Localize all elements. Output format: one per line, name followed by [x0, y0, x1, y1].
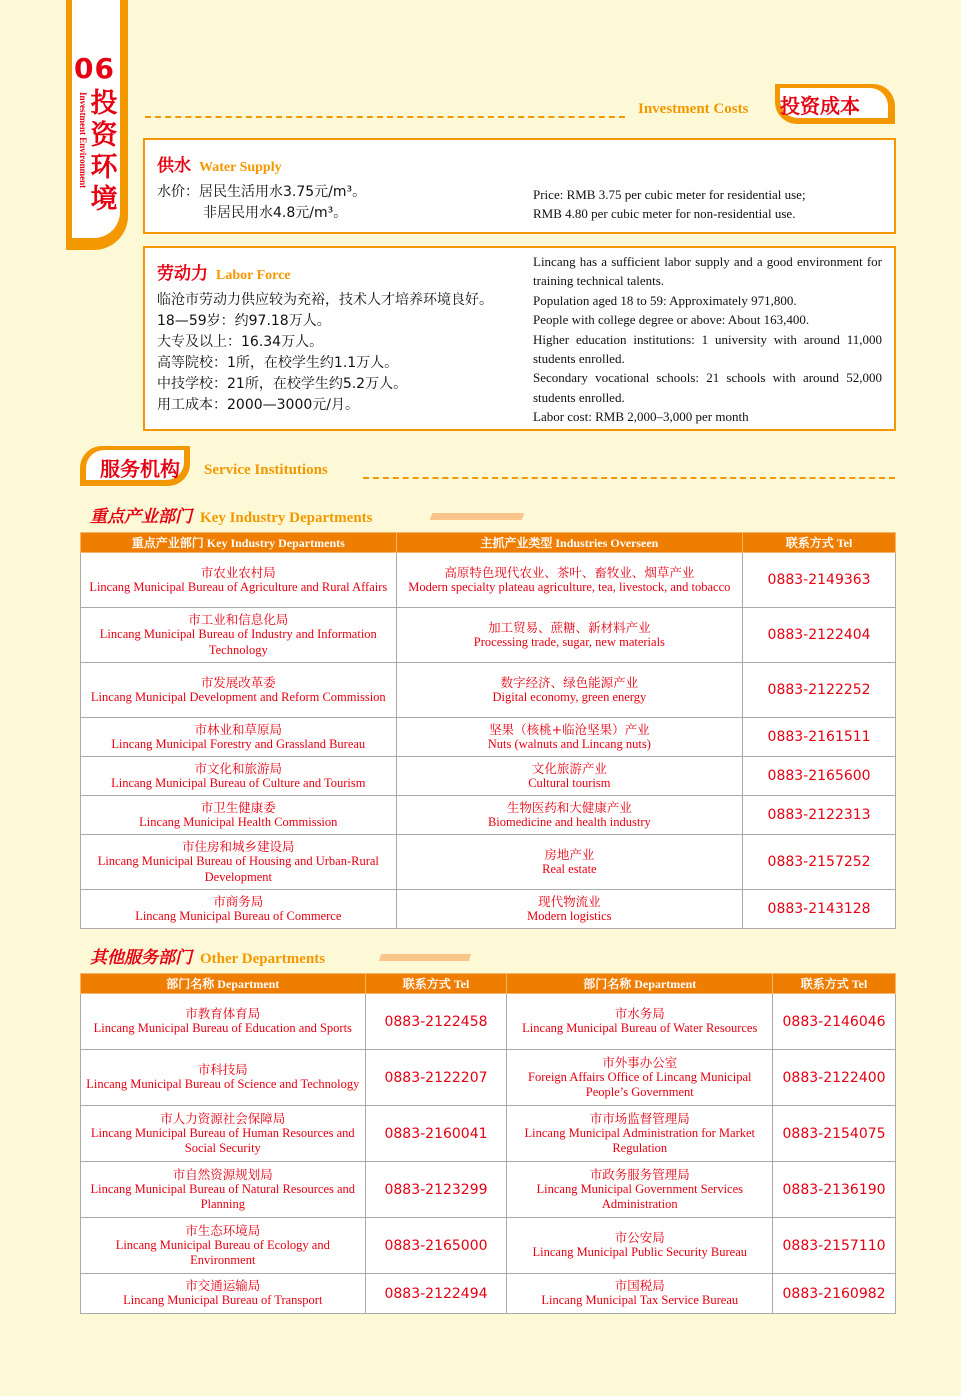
- dept-cell: [81, 796, 397, 835]
- dept-cell: [507, 1274, 773, 1314]
- dept-name-en: Lincang Municipal Government Services Administration: [536, 1181, 744, 1211]
- water-price-residential-en: Price: RMB 3.75 per cubic meter for residential use;: [533, 187, 806, 202]
- dept-name-en: Lincang Municipal Development and Reform Commission: [90, 689, 386, 704]
- dept-name-en: Lincang Municipal Tax Service Bureau: [541, 1293, 739, 1308]
- chapter-char: 资: [90, 120, 118, 151]
- dept-name-cn: 市自然资源规划局: [172, 1166, 273, 1182]
- industry-cell: [396, 608, 743, 663]
- key-depts-heading: [90, 502, 373, 527]
- water-supply-title: [157, 151, 282, 176]
- tel-cell: 0883-2165000: [365, 1218, 507, 1274]
- tel-cell: 0883-2136190: [773, 1162, 896, 1218]
- industry-en: Biomedicine and health industry: [487, 814, 651, 829]
- industry-cell: [396, 835, 743, 890]
- key-depts-col-dept: 重点产业部门 Key Industry Departments: [81, 533, 397, 553]
- labor-en-line: Lincang has a sufficient labor supply and a good environment for training technical talents.: [533, 254, 882, 289]
- industry-cn: 现代物流业: [538, 893, 601, 909]
- labor-cn-line: 高等院校：1所，在校学生约1.1万人。: [157, 355, 399, 371]
- tel-cell: 0883-2122494: [365, 1274, 507, 1314]
- chapter-char: 境: [90, 184, 118, 215]
- table-row: [81, 608, 896, 663]
- tel-cell: 0883-2165600: [743, 757, 896, 796]
- industry-en: Real estate: [542, 861, 597, 876]
- dept-cell: [81, 1162, 366, 1218]
- key-depts-header-row: [81, 533, 896, 553]
- tel-cell: 0883-2122252: [743, 663, 896, 718]
- dept-name-cn: 市交通运输局: [185, 1278, 261, 1294]
- dept-name-cn: 市科技局: [197, 1062, 248, 1078]
- industry-cn: 高原特色现代农业、茶叶、畜牧业、烟草产业: [444, 564, 695, 580]
- tel-cell: 0883-2122404: [743, 608, 896, 663]
- dept-name-en: Lincang Municipal Bureau of Commerce: [135, 908, 342, 923]
- dept-name-cn: 市水务局: [614, 1006, 665, 1022]
- table-row: [81, 796, 896, 835]
- industry-cell: [396, 757, 743, 796]
- labor-cn-line: 临沧市劳动力供应较为充裕，技术人才培养环境良好。: [157, 292, 493, 308]
- tel-cell: 0883-2157110: [773, 1218, 896, 1274]
- water-title-cn: 供水: [157, 156, 191, 176]
- dept-cell: [507, 1218, 773, 1274]
- dept-cell: [81, 994, 366, 1050]
- dept-name-cn: 市卫生健康委: [200, 799, 276, 815]
- water-price-nonresidential-en: RMB 4.80 per cubic meter for non-residential use.: [533, 206, 796, 221]
- dept-cell: [81, 1218, 366, 1274]
- table-row: [81, 1218, 896, 1274]
- dept-name-en: Lincang Municipal Bureau of Industry and Information Technology: [99, 627, 377, 657]
- other-col-dept-left: 部门名称 Department: [81, 974, 366, 994]
- industry-cell: [396, 553, 743, 608]
- industry-cell: [396, 718, 743, 757]
- tel-cell: 0883-2161511: [743, 718, 896, 757]
- labor-cn-line: 18—59岁：约97.18万人。: [157, 313, 331, 329]
- table-row: [81, 890, 896, 929]
- water-title-en: Water Supply: [199, 160, 282, 175]
- tel-cell: 0883-2143128: [743, 890, 896, 929]
- dept-name-cn: 市政务服务管理局: [589, 1166, 690, 1182]
- other-depts-table: [80, 973, 896, 1314]
- dept-name-en: Lincang Municipal Bureau of Transport: [123, 1293, 323, 1308]
- table-row: [81, 994, 896, 1050]
- tel-cell: 0883-2160041: [365, 1106, 507, 1162]
- industry-en: Nuts (walnuts and Lincang nuts): [487, 736, 651, 751]
- labor-en-line: People with college degree or above: About 163,400.: [533, 312, 810, 328]
- section-title-cn: 投资成本: [780, 94, 860, 118]
- service-title-cn: 服务机构: [100, 457, 180, 481]
- dept-name-en: Lincang Municipal Health Commission: [139, 814, 338, 829]
- industry-cn: 房地产业: [544, 846, 595, 862]
- dept-name-en: Lincang Municipal Public Security Bureau: [532, 1245, 748, 1260]
- industry-en: Cultural tourism: [528, 775, 611, 790]
- key-depts-table: [80, 532, 896, 929]
- industry-en: Digital economy, green energy: [492, 689, 647, 704]
- dept-cell: [507, 1050, 773, 1106]
- key-depts-heading-bar: [430, 513, 525, 520]
- other-depts-heading: [90, 943, 325, 968]
- dept-cell: [507, 1162, 773, 1218]
- other-depts-heading-cn: 其他服务部门: [90, 948, 192, 968]
- tel-cell: 0883-2160982: [773, 1274, 896, 1314]
- dept-name-en: Lincang Municipal Bureau of Education and Sports: [93, 1021, 352, 1036]
- dept-cell: [507, 1106, 773, 1162]
- labor-cn-list: [157, 290, 493, 416]
- dept-cell: [81, 890, 397, 929]
- tel-cell: 0883-2122458: [365, 994, 507, 1050]
- labor-title-cn: 劳动力: [157, 264, 208, 284]
- industry-cell: [396, 796, 743, 835]
- dept-cell: [81, 1274, 366, 1314]
- chapter-number: 06: [74, 52, 115, 85]
- other-depts-header-row: [81, 974, 896, 994]
- water-price-residential-cn: 水价：居民生活用水3.75元/m³。: [157, 184, 367, 200]
- dept-cell: [81, 1050, 366, 1106]
- dept-name-en: Lincang Municipal Forestry and Grassland Bureau: [111, 736, 366, 751]
- table-row: [81, 553, 896, 608]
- dept-name-cn: 市教育体育局: [185, 1006, 261, 1022]
- dept-cell: [81, 757, 397, 796]
- chapter-char: 投: [90, 88, 118, 119]
- dept-name-en: Lincang Municipal Bureau of Water Resources: [522, 1021, 758, 1036]
- industry-cn: 数字经济、绿色能源产业: [500, 674, 639, 690]
- tel-cell: 0883-2146046: [773, 994, 896, 1050]
- industry-cell: [396, 890, 743, 929]
- labor-cn-line: 中技学校：21所，在校学生约5.2万人。: [157, 376, 408, 392]
- labor-cn-line: 用工成本：2000—3000元/月。: [157, 397, 359, 413]
- labor-title-en: Labor Force: [216, 268, 291, 283]
- dept-cell: [81, 1106, 366, 1162]
- dept-name-cn: 市文化和旅游局: [194, 760, 283, 776]
- dept-name-cn: 市商务局: [213, 893, 264, 909]
- dept-name-cn: 市国税局: [614, 1278, 665, 1294]
- tel-cell: 0883-2149363: [743, 553, 896, 608]
- key-depts-heading-cn: 重点产业部门: [90, 507, 192, 527]
- dept-name-en: Lincang Municipal Bureau of Culture and Tourism: [111, 775, 366, 790]
- dept-name-en: Lincang Municipal Bureau of Agriculture and Rural Affairs: [89, 579, 388, 594]
- dept-name-cn: 市人力资源社会保障局: [160, 1110, 286, 1126]
- dept-name-en: Lincang Municipal Administration for Market Regulation: [524, 1125, 756, 1155]
- industry-cn: 坚果（核桃+临沧坚果）产业: [489, 721, 650, 737]
- dept-name-cn: 市发展改革委: [200, 674, 276, 690]
- dept-name-cn: 市外事办公室: [602, 1054, 678, 1070]
- service-title-en: Service Institutions: [204, 462, 328, 478]
- industry-en: Modern logistics: [527, 908, 612, 923]
- dept-name-en: Lincang Municipal Bureau of Human Resources and Social Security: [90, 1125, 355, 1155]
- header-divider: [145, 116, 625, 118]
- dept-name-cn: 市公安局: [614, 1230, 665, 1246]
- chapter-title-en: Investment Environment: [78, 92, 88, 189]
- table-row: [81, 835, 896, 890]
- dept-name-cn: 市住房和城乡建设局: [182, 839, 295, 854]
- table-row: [81, 757, 896, 796]
- dept-name-cn: 市林业和草原局: [194, 721, 283, 737]
- dept-name-en: Lincang Municipal Bureau of Science and Technology: [86, 1077, 360, 1092]
- labor-en-list: [533, 252, 882, 427]
- table-row: [81, 1162, 896, 1218]
- dept-cell: [81, 835, 397, 890]
- other-col-tel-right: 联系方式 Tel: [773, 974, 896, 994]
- other-depts-heading-en: Other Departments: [200, 951, 326, 967]
- industry-en: Processing trade, sugar, new materials: [473, 634, 665, 649]
- industry-cn: 生物医药和大健康产业: [506, 799, 632, 815]
- labor-en-line: Secondary vocational schools: 21 schools with around 52,000 students enrolled.: [533, 370, 882, 405]
- table-row: [81, 1274, 896, 1314]
- tel-cell: 0883-2122207: [365, 1050, 507, 1106]
- industry-cn: 文化旅游产业: [531, 760, 607, 776]
- section-title-en: Investment Costs: [638, 101, 749, 117]
- dept-name-en: Lincang Municipal Bureau of Natural Resources and Planning: [90, 1181, 356, 1211]
- industry-en: Modern specialty plateau agriculture, tea, livestock, and tobacco: [408, 579, 731, 594]
- key-depts-col-tel: 联系方式 Tel: [743, 533, 896, 553]
- service-divider: [363, 477, 895, 479]
- dept-name-cn: 市市场监督管理局: [589, 1110, 690, 1126]
- dept-name-cn: 市生态环境局: [185, 1222, 261, 1238]
- water-price-nonresidential-cn: 非居民用水4.8元/m³。: [203, 205, 348, 221]
- dept-name-en: Foreign Affairs Office of Lincang Municipal People’s Government: [528, 1069, 752, 1099]
- other-depts-heading-bar: [379, 954, 472, 961]
- table-row: [81, 1050, 896, 1106]
- chapter-title-cn: [89, 88, 119, 216]
- dept-cell: [81, 608, 397, 663]
- key-depts-heading-en: Key Industry Departments: [200, 510, 373, 526]
- industry-cell: [396, 663, 743, 718]
- tel-cell: 0883-2122400: [773, 1050, 896, 1106]
- labor-en-line: Labor cost: RMB 2,000–3,000 per month: [533, 409, 749, 425]
- dept-cell: [81, 718, 397, 757]
- tel-cell: 0883-2157252: [743, 835, 896, 890]
- tel-cell: 0883-2123299: [365, 1162, 507, 1218]
- chapter-char: 环: [90, 152, 118, 183]
- labor-en-line: Higher education institutions: 1 university with around 11,000 students enrolled.: [533, 331, 882, 367]
- dept-name-en: Lincang Municipal Bureau of Housing and Urban-Rural Development: [97, 854, 379, 884]
- labor-en-line: Population aged 18 to 59: Approximately 971,800.: [533, 292, 797, 308]
- key-depts-col-industry: 主抓产业类型 Industries Overseen: [396, 533, 743, 553]
- dept-name-cn: 市农业农村局: [200, 564, 276, 580]
- table-row: [81, 663, 896, 718]
- dept-name-cn: 市工业和信息化局: [188, 612, 289, 627]
- table-row: [81, 718, 896, 757]
- tel-cell: 0883-2122313: [743, 796, 896, 835]
- other-col-tel-left: 联系方式 Tel: [365, 974, 507, 994]
- table-row: [81, 1106, 896, 1162]
- dept-name-en: Lincang Municipal Bureau of Ecology and Environment: [115, 1237, 330, 1267]
- tel-cell: 0883-2154075: [773, 1106, 896, 1162]
- dept-cell: [81, 663, 397, 718]
- dept-cell: [81, 553, 397, 608]
- industry-cn: 加工贸易、蔗糖、新材料产业: [488, 619, 651, 635]
- labor-cn-line: 大专及以上：16.34万人。: [157, 334, 324, 350]
- other-col-dept-right: 部门名称 Department: [507, 974, 773, 994]
- dept-cell: [507, 994, 773, 1050]
- labor-force-title: [157, 259, 291, 284]
